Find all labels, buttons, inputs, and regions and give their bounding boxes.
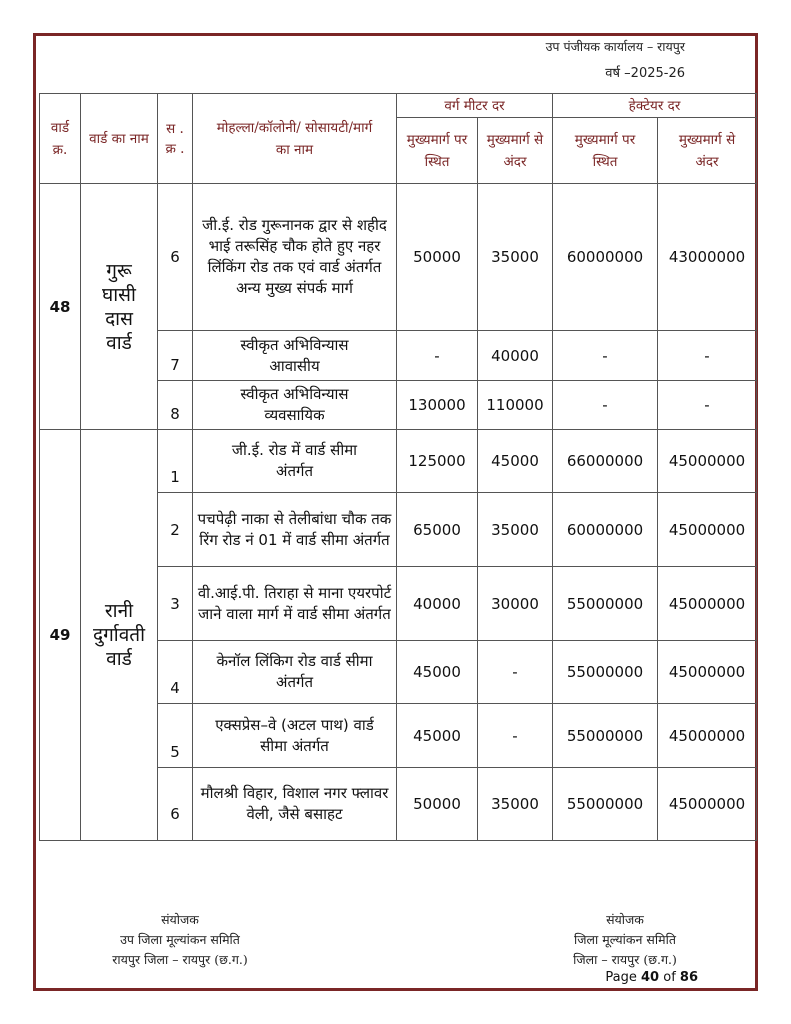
ha-on-main: - <box>553 331 658 381</box>
sqm-on-main: 65000 <box>397 493 478 567</box>
sqm-inside: - <box>478 704 553 768</box>
rate-table <box>39 93 757 841</box>
col-ha-inside: मुख्यमार्ग से अंदर <box>658 118 757 184</box>
table-row <box>40 184 757 331</box>
sqm-on-main: 45000 <box>397 704 478 768</box>
signatory-right-title: संयोजक <box>606 912 644 927</box>
signatory-right <box>545 910 705 970</box>
locality: एक्सप्रेस–वे (अटल पाथ) वार्ड सीमा अंतर्गत <box>193 704 397 768</box>
serial-number: 2 <box>158 493 193 567</box>
ha-on-main: 55000000 <box>553 641 658 704</box>
ha-on-main: - <box>553 381 658 430</box>
ha-inside: 45000000 <box>658 430 757 493</box>
page-of: of <box>663 970 676 985</box>
col-ha-on-main: मुख्यमार्ग पर स्थित <box>553 118 658 184</box>
ha-on-main: 60000000 <box>553 184 658 331</box>
sqm-on-main: 130000 <box>397 381 478 430</box>
serial-number: 8 <box>158 381 193 430</box>
signatory-left-committee: उप जिला मूल्यांकन समिति <box>120 932 240 947</box>
col-ward-no: वार्ड क्र. <box>40 94 81 184</box>
ha-inside: 43000000 <box>658 184 757 331</box>
signatory-left-location: रायपुर जिला – रायपुर (छ.ग.) <box>112 952 248 967</box>
locality: पचपेढ़ी नाका से तेलीबांधा चौक तक रिंग रोड नं 01 में वार्ड सीमा अंतर्गत <box>193 493 397 567</box>
locality: केनॉल लिंकिग रोड वार्ड सीमा अंतर्गत <box>193 641 397 704</box>
ward-name: गुरू घासी दास वार्ड <box>81 184 158 430</box>
locality: मौलश्री विहार, विशाल नगर फ्लावर वेली, जैसे बसाहट <box>193 768 397 841</box>
col-locality: मोहल्ला/कॉलोनी/ सोसायटी/मार्ग का नाम <box>193 94 397 184</box>
ha-on-main: 66000000 <box>553 430 658 493</box>
signatory-left-title: संयोजक <box>161 912 199 927</box>
serial-number: 4 <box>158 641 193 704</box>
ward-name: रानी दुर्गावती वार्ड <box>81 430 158 841</box>
ha-inside: 45000000 <box>658 567 757 641</box>
ha-inside: 45000000 <box>658 704 757 768</box>
col-ward-name: वार्ड का नाम <box>81 94 158 184</box>
serial-number: 6 <box>158 768 193 841</box>
sqm-inside: 45000 <box>478 430 553 493</box>
sqm-inside: - <box>478 641 553 704</box>
serial-number: 7 <box>158 331 193 381</box>
col-serial: स . क्र . <box>158 94 193 184</box>
sqm-inside: 35000 <box>478 493 553 567</box>
col-group-hectare: हेक्टेयर दर <box>553 94 757 118</box>
page-prefix: Page <box>605 970 637 985</box>
sqm-on-main: 45000 <box>397 641 478 704</box>
sqm-inside: 35000 <box>478 768 553 841</box>
sqm-on-main: 50000 <box>397 184 478 331</box>
sqm-inside: 110000 <box>478 381 553 430</box>
sqm-on-main: - <box>397 331 478 381</box>
signatory-right-committee: जिला मूल्यांकन समिति <box>574 932 676 947</box>
sqm-inside: 35000 <box>478 184 553 331</box>
office-title: उप पंजीयक कार्यालय – रायपुर <box>545 39 685 54</box>
ha-inside: 45000000 <box>658 493 757 567</box>
locality: स्वीकृत अभिविन्यास व्यवसायिक <box>193 381 397 430</box>
locality: जी.ई. रोड गुरूनानक द्वार से शहीद भाई तरूसिंह चौक होते हुए नहर लिंकिंग रोड तक एवं वार्ड अंतर्गत अन्य मुख्य संपर्क मार्ग <box>193 184 397 331</box>
col-sqm-inside: मुख्यमार्ग से अंदर <box>478 118 553 184</box>
ha-inside: - <box>658 331 757 381</box>
col-sqm-on-main: मुख्यमार्ग पर स्थित <box>397 118 478 184</box>
header-row-1 <box>40 94 757 118</box>
serial-number: 6 <box>158 184 193 331</box>
serial-number: 5 <box>158 704 193 768</box>
locality: जी.ई. रोड में वार्ड सीमा अंतर्गत <box>193 430 397 493</box>
sqm-inside: 30000 <box>478 567 553 641</box>
signatory-left <box>80 910 280 970</box>
year-label: वर्ष –2025-26 <box>605 66 685 81</box>
page-total: 86 <box>679 970 698 985</box>
ward-number: 49 <box>40 430 81 841</box>
ha-on-main: 60000000 <box>553 493 658 567</box>
col-group-sqm: वर्ग मीटर दर <box>397 94 553 118</box>
sqm-on-main: 50000 <box>397 768 478 841</box>
page-number <box>560 970 698 985</box>
ha-inside: - <box>658 381 757 430</box>
ha-on-main: 55000000 <box>553 567 658 641</box>
ward-number: 48 <box>40 184 81 430</box>
ha-on-main: 55000000 <box>553 768 658 841</box>
ha-inside: 45000000 <box>658 641 757 704</box>
locality: वी.आई.पी. तिराहा से माना एयरपोर्ट जाने वाला मार्ग में वार्ड सीमा अंतर्गत <box>193 567 397 641</box>
page-current: 40 <box>641 970 660 985</box>
serial-number: 1 <box>158 430 193 493</box>
locality: स्वीकृत अभिविन्यास आवासीय <box>193 331 397 381</box>
table-row <box>40 430 757 493</box>
sqm-inside: 40000 <box>478 331 553 381</box>
ha-inside: 45000000 <box>658 768 757 841</box>
ha-on-main: 55000000 <box>553 704 658 768</box>
signatory-right-location: जिला – रायपुर (छ.ग.) <box>573 952 677 967</box>
sqm-on-main: 40000 <box>397 567 478 641</box>
serial-number: 3 <box>158 567 193 641</box>
sqm-on-main: 125000 <box>397 430 478 493</box>
